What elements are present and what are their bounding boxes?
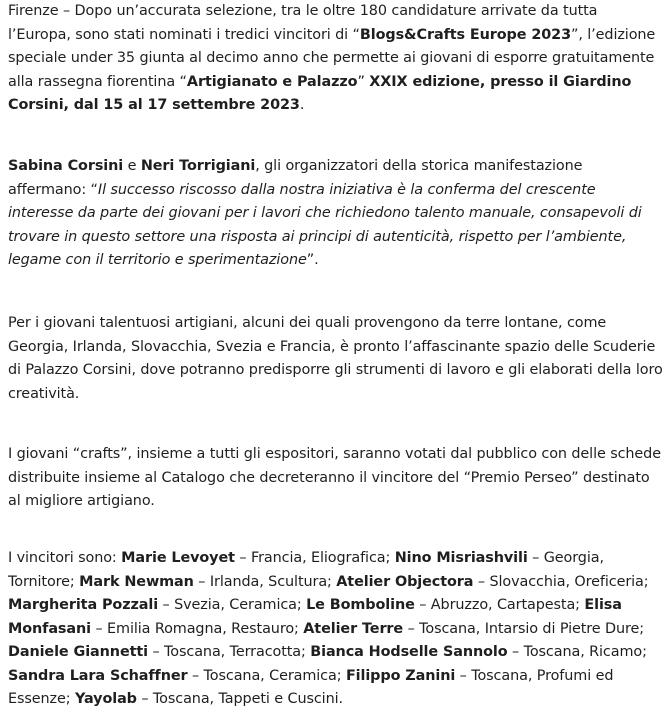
paragraph-voting: I giovani “crafts”, insieme a tutti gli espositori, saranno votati dal pubblico con delle schede distribuite insieme al Catalogo che decreteranno il vincitore del “Premio Perseo” destinato al migliore artigiano. — [8, 446, 661, 509]
winner-detail: – Toscana, Tappeti e Cuscini. — [136, 691, 343, 707]
organizers-quote: Il successo riscosso dalla nostra iniziativa è la conferma del crescente interesse da parte dei giovani per i lavori che richiedono talento manuale, consapevoli di trovare in questo settore una risposta ai principi di autenticità, rispetto per l’ambiente, legame con il territorio e sperimentazione — [8, 181, 642, 268]
winner-name: Mark Newman — [79, 573, 194, 590]
winners-intro: I vincitori sono: — [8, 550, 122, 566]
winner-detail: – Toscana, Intarsio di Pietre Dure; — [403, 620, 645, 637]
event-name: Blogs&Crafts Europe 2023 — [359, 26, 571, 43]
intro-text-4: . — [299, 97, 305, 113]
winner-name: Bianca Hodselle Sannolo — [310, 644, 508, 660]
winner-name: Nino Misriashvili — [394, 550, 528, 566]
organizers-text-3: ”. — [306, 252, 319, 268]
winner-name: Le Bomboline — [306, 597, 415, 613]
organizer-2: Neri Torrigiani — [140, 158, 256, 174]
winner-name: Atelier Objectora — [336, 573, 474, 590]
winner-detail: – Toscana, Ceramica; — [187, 667, 346, 684]
winner-detail: – Abruzzo, Cartapesta; — [414, 597, 585, 613]
edition-dates: XXIX edizione, presso il Giardino Corsini, dal 15 al 17 settembre 2023 — [8, 73, 632, 113]
intro-text-1: Firenze – Dopo un’accurata selezione, tra le oltre 180 candidature arrivate da tutta l’Europa, sono stati nominati i tredici vincitori di “ — [8, 3, 598, 43]
organizers-text-1: e — [123, 158, 141, 174]
paragraph-venue: Per i giovani talentuosi artigiani, alcuni dei quali provengono da terre lontane, come Georgia, Irlanda, Slovacchia, Svezia e Francia, è pronto l’affascinante spazio delle Scuderie di Palazzo Corsini, dove potranno predisporre gli strumenti di lavoro e gli elaborati della loro creatività. — [8, 315, 663, 402]
winner-name: Atelier Terre — [303, 620, 404, 637]
winner-detail: – Toscana, Profumi ed Essenze; — [8, 667, 614, 707]
winner-name: Sandra Lara Schaffner — [8, 667, 188, 684]
winner-detail: – Slovacchia, Oreficeria; — [473, 573, 649, 590]
paragraph-intro — [8, 0, 663, 118]
winner-detail: – Toscana, Terracotta; — [148, 644, 311, 660]
organizer-1: Sabina Corsini — [8, 158, 124, 174]
winner-detail: – Francia, Eliografica; — [234, 550, 395, 566]
winner-detail: – Svezia, Ceramica; — [158, 597, 307, 613]
winner-name: Margherita Pozzali — [8, 597, 159, 613]
exhibition-name: Artigianato e Palazzo — [186, 73, 358, 90]
winner-name: Yayolab — [75, 691, 137, 707]
organizers-text-2: , gli organizzatori della storica manifestazione affermano: “ — [8, 158, 583, 198]
winner-name: Elisa Monfasani — [8, 597, 622, 637]
winner-detail: – Irlanda, Scultura; — [193, 573, 337, 590]
winner-detail: – Georgia, Tornitore; — [8, 550, 604, 590]
winner-detail: – Emilia Romagna, Restauro; — [90, 620, 304, 637]
winner-detail: – Toscana, Ricamo; — [507, 644, 647, 660]
paragraph-organizers — [8, 155, 663, 273]
intro-text-3: ” — [357, 73, 370, 90]
paragraph-winners — [8, 547, 663, 712]
winners-list — [8, 550, 649, 707]
winner-name: Daniele Giannetti — [8, 644, 148, 660]
winner-name: Marie Levoyet — [121, 550, 235, 566]
winner-name: Filippo Zanini — [345, 667, 456, 684]
intro-text-2: ”, l’edizione speciale under 35 giunta al decimo anno che permette ai giovani di esporre gratuitamente alla rassegna fiorentina “ — [8, 26, 656, 90]
